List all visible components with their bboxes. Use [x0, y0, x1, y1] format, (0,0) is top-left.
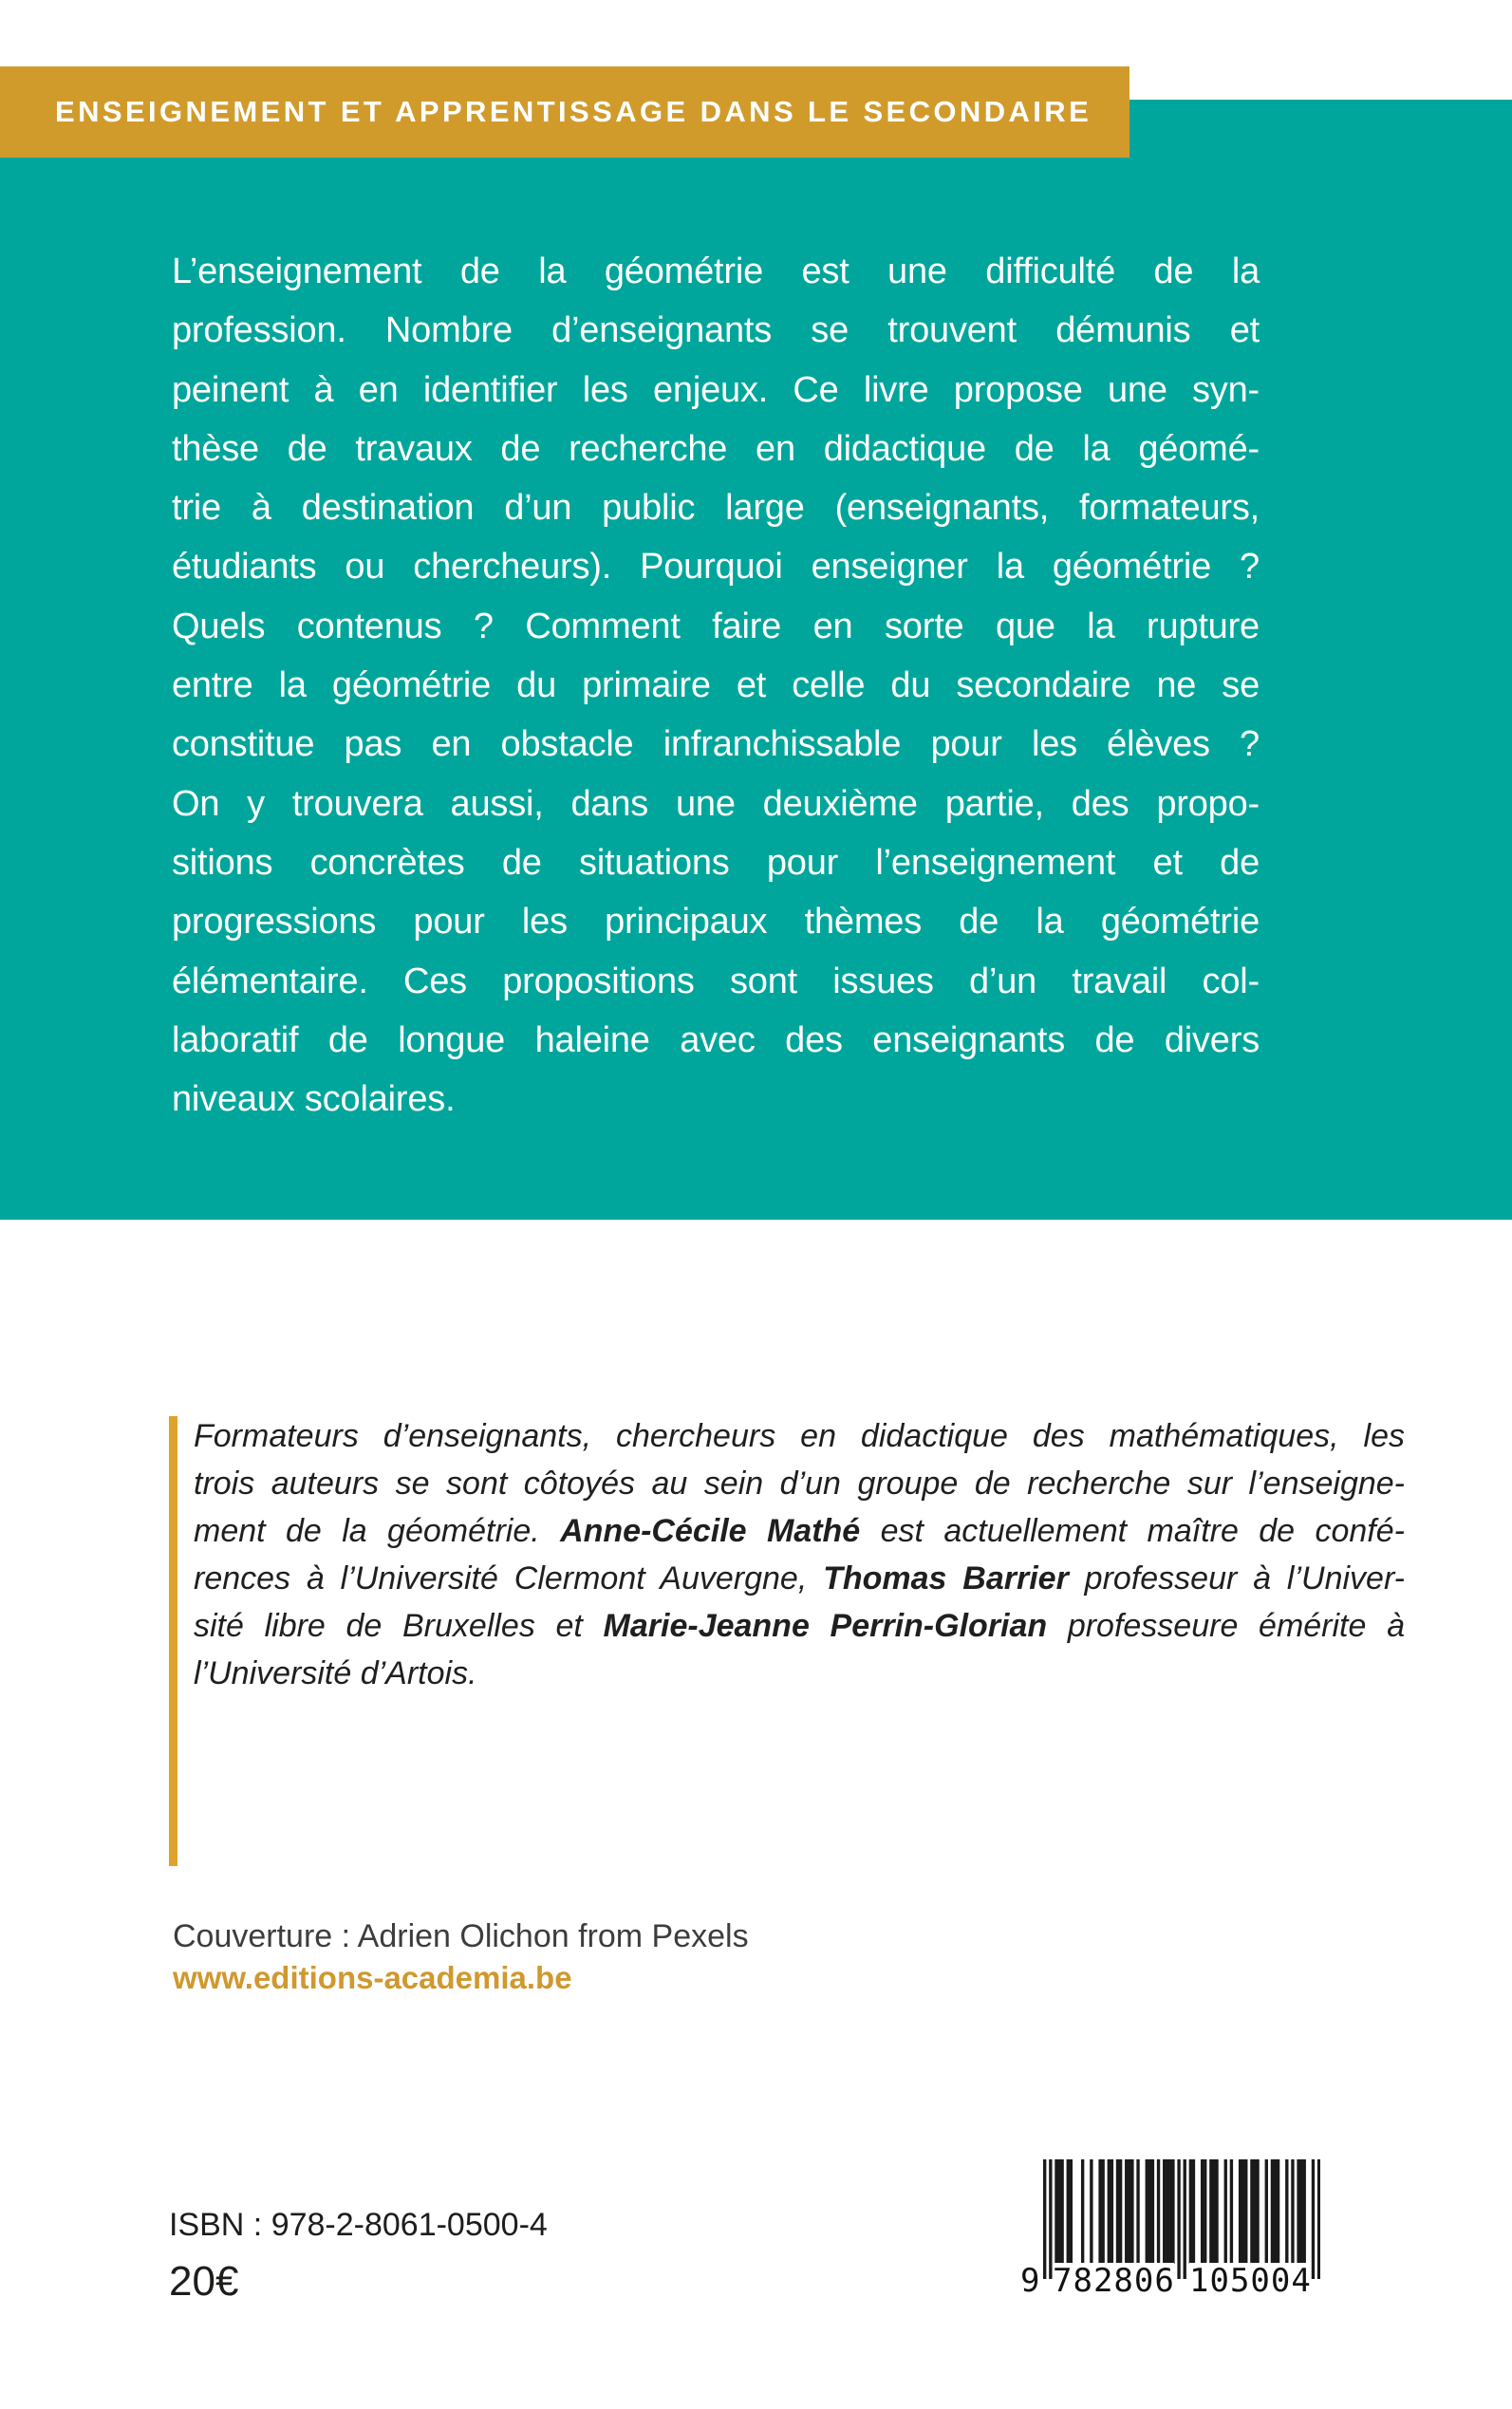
barcode-digit-group2: 105004 — [1189, 2262, 1312, 2300]
note-text: trois auteurs se sont côtoyés au sein d’un groupe de recherche sur l’enseigne- — [194, 1466, 1405, 1502]
synopsis-line: progressions pour les principaux thèmes de la géométrie — [172, 902, 1260, 943]
authors-note-line — [194, 1602, 1405, 1650]
barcode-digit-lead: 9 — [1020, 2262, 1041, 2300]
author-name: Thomas Barrier — [823, 1560, 1069, 1597]
synopsis-line: laboratif de longue haleine avec des enseignants de divers — [172, 1019, 1260, 1060]
authors-note-line — [194, 1460, 1405, 1507]
synopsis-line: Quels contenus ? Comment faire en sorte que la rupture — [172, 606, 1260, 646]
synopsis-paragraph — [172, 242, 1260, 1129]
synopsis-line: thèse de travaux de recherche en didactique de la géomé- — [172, 428, 1260, 469]
publisher-website-link: www.editions-academia.be — [173, 1960, 572, 1995]
note-text: sité libre de Bruxelles et — [194, 1608, 604, 1644]
ean13-barcode — [1020, 2157, 1334, 2308]
synopsis-line: profession. Nombre d’enseignants se trouvent démunis et — [172, 310, 1260, 351]
barcode-digit-group1: 782806 — [1053, 2262, 1175, 2300]
synopsis-line: entre la géométrie du primaire et celle du secondaire ne se — [172, 665, 1260, 706]
note-text: Formateurs d’enseignants, chercheurs en didactique des mathématiques, les — [194, 1418, 1405, 1454]
cover-photo-credit: Couverture : Adrien Olichon from Pexels — [173, 1918, 749, 1954]
accent-bar — [169, 1416, 177, 1866]
price-label: 20€ — [169, 2258, 239, 2305]
author-name: Marie-Jeanne Perrin-Glorian — [603, 1608, 1048, 1644]
note-text: l’Université d’Artois. — [194, 1655, 477, 1691]
note-text: est actuellement maître de confé- — [860, 1513, 1405, 1549]
note-text: rences à l’Université Clermont Auvergne, — [194, 1560, 824, 1597]
synopsis-line: On y trouvera aussi, dans une deuxième partie, des propo- — [172, 783, 1260, 824]
authors-note — [194, 1412, 1405, 1697]
synopsis-line: élémentaire. Ces propositions sont issues d’un travail col- — [172, 961, 1260, 1001]
series-banner-label: ENSEIGNEMENT ET APPRENTISSAGE DANS LE SECONDAIRE — [55, 95, 1092, 128]
synopsis-line: L’enseignement de la géométrie est une difficulté de la — [172, 252, 1260, 291]
authors-note-line — [194, 1650, 1405, 1697]
synopsis-line: trie à destination d’un public large (enseignants, formateurs, — [172, 488, 1260, 529]
synopsis-line: peinent à en identifier les enjeux. Ce livre propose une syn- — [172, 369, 1260, 410]
synopsis-line: étudiants ou chercheurs). Pourquoi enseigner la géométrie ? — [172, 547, 1260, 588]
isbn-label: ISBN : 978-2-8061-0500-4 — [169, 2207, 548, 2243]
note-text: professeure émérite à — [1047, 1608, 1405, 1644]
note-text: ment de la géométrie. — [194, 1513, 561, 1549]
synopsis-line: sitions concrètes de situations pour l’enseignement et de — [172, 842, 1260, 883]
author-name: Anne-Cécile Mathé — [560, 1513, 861, 1549]
series-banner — [0, 66, 1129, 158]
note-text: professeur à l’Univer- — [1068, 1560, 1405, 1597]
authors-note-line — [194, 1507, 1405, 1555]
authors-note-line — [194, 1412, 1405, 1460]
synopsis-line: constitue pas en obstacle infranchissable pour les élèves ? — [172, 724, 1260, 765]
authors-note-line — [194, 1555, 1405, 1602]
synopsis-line: niveaux scolaires. — [172, 1079, 456, 1120]
